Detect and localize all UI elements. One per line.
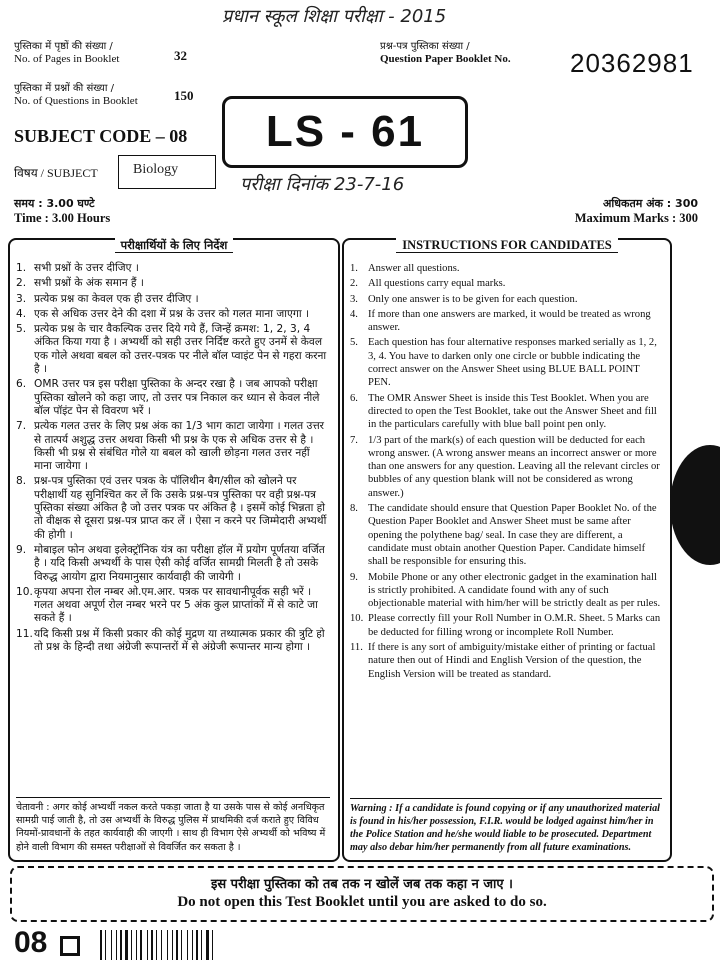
- hindi-item: [16, 378, 330, 418]
- english-instructions-panel: [342, 238, 672, 862]
- hindi-item: [16, 323, 330, 376]
- questions-label-english: No. of Questions in Booklet: [14, 95, 138, 107]
- questions-label-hindi: पुस्तिका में प्रश्नों की संख्या /: [14, 83, 114, 94]
- english-item-text: Only one answer is to be given for each question.: [368, 293, 578, 305]
- english-instructions-list: [350, 262, 662, 683]
- booklet-label-english: Question Paper Booklet No.: [380, 53, 511, 65]
- barcode-bar: [140, 930, 142, 960]
- hindi-item: [16, 475, 330, 541]
- english-item-text: Answer all questions.: [368, 263, 460, 274]
- hindi-item: [16, 544, 330, 584]
- hindi-item-number: 1.: [16, 262, 27, 274]
- hindi-item: [16, 293, 330, 306]
- english-item-text: 1/3 part of the mark(s) of each question will be deducted for each wrong answer. (A wrong answer means an incorrect answer or more than one answers for any question. Leaving all the relevant circles or bubbles of any question blank will not be considered as wrong answer.): [368, 434, 660, 499]
- english-item: [350, 277, 662, 290]
- english-item: [350, 571, 662, 611]
- barcode-bar: [100, 930, 102, 960]
- pages-value: 32: [174, 48, 187, 63]
- time-block: [14, 196, 110, 226]
- hindi-item-text: कृपया अपना रोल नम्बर ओ.एम.आर. पत्रक पर सावधानीपूर्वक सही भरें । गलत अथवा अपूर्ण रोल नम्बर भरने पर 5 अंक कुल प्राप्तांकों में से काटे जा सकते हैं ।: [34, 585, 318, 625]
- hindi-item-number: 6.: [16, 378, 27, 391]
- hindi-item-number: 8.: [16, 475, 27, 488]
- barcode-bar: [111, 930, 112, 960]
- pages-label: [14, 40, 119, 66]
- barcode-bar: [156, 930, 157, 960]
- hindi-item-text: सभी प्रश्नों के अंक समान हैं ।: [34, 277, 144, 290]
- hindi-item-text: यदि किसी प्रश्न में किसी प्रकार की कोई मुद्रण या तथ्यात्मक प्रकार की त्रुटि हो तो प्रश्न के हिन्दी तथा अंग्रेजी रूपान्तरों में से अंग्रेजी रूपान्तर मान्य होगा ।: [34, 627, 325, 654]
- questions-label: [14, 82, 138, 108]
- english-item: [350, 392, 662, 432]
- english-item: [350, 641, 662, 681]
- paper-code-box: LS - 61: [222, 96, 468, 168]
- time-hindi: समय : 3.00 घण्टे: [14, 197, 95, 210]
- english-item-text: If more than one answers are marked, it would be treated as wrong answer.: [368, 308, 651, 334]
- barcode-bar: [105, 930, 106, 960]
- page-edge-tab: [670, 445, 720, 565]
- square-mark: [60, 936, 80, 956]
- barcode-bar: [176, 930, 178, 960]
- barcode: [100, 930, 250, 960]
- english-item-number: 8.: [350, 503, 358, 515]
- subject-code: SUBJECT CODE – 08: [14, 126, 188, 146]
- hindi-item-number: 7.: [16, 420, 27, 433]
- subject-box: [118, 155, 216, 189]
- english-panel-title: INSTRUCTIONS FOR CANDIDATES: [396, 238, 618, 253]
- english-item-number: 4.: [350, 308, 358, 320]
- footer-hindi: इस परीक्षा पुस्तिका को तब तक न खोलें जब तक कहा न जाए ।: [210, 877, 513, 892]
- english-item-text: The candidate should ensure that Question Paper Booklet No. of the Question Paper Booklet and Answer Sheet must be same after opening the polythene bag/ seal. In case they are different, a candidate must obtain another Question Paper. Candidate himself shall be responsible for ensuring this.: [368, 503, 657, 568]
- pages-label-hindi: पुस्तिका में पृष्ठों की संख्या /: [14, 41, 113, 52]
- subject-value: Biology: [133, 162, 179, 177]
- english-item-number: 6.: [350, 392, 358, 404]
- english-item: [350, 612, 662, 639]
- pages-label-english: No. of Pages in Booklet: [14, 53, 120, 65]
- questions-value: 150: [174, 88, 194, 103]
- barcode-bar: [116, 930, 117, 960]
- handwritten-date: परीक्षा दिनांक 23-7-16: [240, 174, 405, 195]
- english-item-number: 3.: [350, 293, 358, 305]
- hindi-item-text: प्रत्येक प्रश्न का केवल एक ही उत्तर दीजिए ।: [34, 292, 199, 305]
- hindi-item: [16, 420, 330, 473]
- footer-code: 08: [14, 926, 48, 959]
- hindi-item-text: प्रत्येक गलत उत्तर के लिए प्रश्न अंक का 1/3 भाग काटा जायेगा । गलत उत्तर से तात्पर्य अशुद्ध उत्तर अथवा किसी भी प्रश्न के एक से अधिक उत्तर से है । किसी भी प्रश्न से संबंधित गोले या बबल को खाली छोड़ना गलत उत्तर नहीं माना जायेगा ।: [34, 420, 324, 473]
- english-item: [350, 434, 662, 500]
- english-item-text: Please correctly fill your Roll Number in O.M.R. Sheet. 5 Marks can be deducted for filling wrong or incomplete Roll Number.: [368, 613, 661, 638]
- hindi-item: [16, 262, 330, 275]
- barcode-bar: [196, 930, 198, 960]
- english-item: [350, 308, 662, 335]
- english-item-text: The OMR Answer Sheet is inside this Test Booklet. When you are directed to open the Test Booklet, take out the Answer Sheet and fill in the particulars carefully with blue ball point pen only.: [368, 392, 657, 431]
- hindi-instructions-list: [16, 262, 330, 656]
- english-item-number: 5.: [350, 337, 358, 349]
- hindi-warning: चेतावनी : अगर कोई अभ्यर्थी नकल करते पकड़ा जाता है या उसके पास से कोई अनधिकृत सामग्री पाई जाती है, तो उस अभ्यर्थी के विरुद्ध पुलिस में प्राथमिकी दर्ज कराते हुए विविध नियमों-प्रावधानों के तहत कार्यवाही की जाएगी । साथ ही विभाग ऐसे अभ्यर्थी को भविष्य में होने वाली विभाग की समस्त परीक्षाओं से विवर्जित कर सकता है ।: [16, 797, 330, 854]
- booklet-label-hindi: प्रश्न-पत्र पुस्तिका संख्या /: [380, 41, 470, 52]
- hindi-item-number: 4.: [16, 307, 27, 320]
- booklet-label: [380, 40, 511, 66]
- english-warning: Warning : If a candidate is found copying or if any unauthorized material is found in his/her possession, F.I.R. would be lodged against him/her in the Police Station and he/she would liable to be prosecuted. Department may also debar him/her permanently from all future examinations.: [350, 798, 662, 854]
- subject-label: विषय / SUBJECT: [14, 166, 98, 180]
- hindi-instructions-panel: [8, 238, 340, 862]
- hindi-item: [16, 628, 330, 655]
- barcode-bar: [192, 930, 193, 960]
- hindi-item: [16, 586, 330, 626]
- hindi-item-number: 11.: [16, 627, 33, 640]
- english-item: [350, 293, 662, 306]
- hindi-item-number: 5.: [16, 323, 27, 336]
- barcode-bar: [172, 930, 173, 960]
- barcode-bar: [181, 930, 182, 960]
- english-item-text: If there is any sort of ambiguity/mistake either of printing or factual nature then out of Hindi and English Version of the question, the English Version will be treated as standard.: [368, 642, 656, 680]
- barcode-bar: [206, 930, 209, 960]
- english-item: [350, 502, 662, 568]
- hindi-item: [16, 308, 330, 321]
- hindi-item-text: प्रत्येक प्रश्न के चार वैकल्पिक उत्तर दिये गये हैं, जिन्हें क्रमश: 1, 2, 3, 4 अंकित किया गया है । अभ्यर्थी को सही उत्तर निर्दिष्ट करते हुए उनमें से केवल एक गोले अथवा बबल को उत्तर-पत्रक पर नीले बॉल प्वाइंट पेन से गहरा करना है ।: [34, 323, 327, 376]
- barcode-bar: [212, 930, 213, 960]
- hindi-item-number: 9.: [16, 543, 27, 556]
- marks-block: [575, 196, 698, 226]
- english-item-text: Each question has four alternative responses marked serially as 1, 2, 3, 4. You have to darken only one circle or bubble indicating the correct answer on the Answer Sheet using BLUE BALL POINT PEN.: [368, 337, 657, 389]
- english-item-number: 10.: [350, 613, 364, 625]
- barcode-bar: [125, 930, 128, 960]
- english-item: [350, 336, 662, 389]
- barcode-bar: [167, 930, 168, 960]
- barcode-bar: [120, 930, 122, 960]
- booklet-number: 20362981: [570, 48, 694, 78]
- english-item-text: All questions carry equal marks.: [368, 278, 506, 290]
- hindi-item-text: सभी प्रश्नों के उत्तर दीजिए ।: [34, 262, 139, 274]
- hindi-item-text: मोबाइल फोन अथवा इलेक्ट्रॉनिक यंत्र का परीक्षा हॉल में प्रयोग पूर्णतया वर्जित है । यदि किसी अभ्यर्थी के पास ऐसी कोई वर्जित सामग्री मिलती है तो उसके विरुद्ध आयोग द्वारा नियमानुसार कार्यवाही की जायेगी ।: [34, 543, 325, 583]
- marks-hindi: अधिकतम अंक : 300: [602, 197, 698, 210]
- footer-box: [10, 866, 714, 922]
- english-item-number: 7.: [350, 434, 358, 446]
- handwritten-title: प्रधान स्कूल शिक्षा परीक्षा - 2015: [222, 6, 447, 27]
- english-item-number: 9.: [350, 571, 358, 583]
- english-item-number: 2.: [350, 278, 358, 290]
- hindi-item-text: एक से अधिक उत्तर देने की दशा में प्रश्न के उत्तर को गलत माना जाएगा ।: [34, 307, 309, 320]
- marks-english: Maximum Marks : 300: [574, 211, 698, 225]
- hindi-panel-title: परीक्षार्थियों के लिए निर्देश: [115, 238, 234, 253]
- english-item-number: 1.: [350, 263, 358, 274]
- barcode-bar: [187, 930, 188, 960]
- time-english: Time : 3.00 Hours: [14, 211, 111, 225]
- barcode-bar: [147, 930, 148, 960]
- hindi-item-text: प्रश्न-पत्र पुस्तिका एवं उत्तर पत्रक के पॉलिथीन बैग/सील को खोलने पर परीक्षार्थी यह सुनिश्चित कर लें कि उसके प्रश्न-पत्र पुस्तिका पर वही प्रश्न-पत्र पुस्तिका संख्या अंकित है जो उत्तर पत्रक पर अंकित है । इसमें कोई भिन्नता हो तो वीक्षक से दूसरा प्रश्न-पत्र प्राप्त कर लें । ऐसा न करने पर जिम्मेदारी अभ्यर्थी की होगी ।: [34, 475, 327, 541]
- english-item: [350, 262, 662, 275]
- english-item-number: 11.: [350, 642, 363, 654]
- hindi-item-number: 2.: [16, 277, 27, 290]
- barcode-bar: [161, 930, 162, 960]
- hindi-item-number: 3.: [16, 292, 27, 305]
- hindi-item: [16, 277, 330, 290]
- barcode-bar: [136, 930, 137, 960]
- hindi-item-text: OMR उत्तर पत्र इस परीक्षा पुस्तिका के अन्दर रखा है । जब आपको परीक्षा पुस्तिका खोलने को कहा जाए, तो उत्तर पत्र निकाल कर ध्यान से केवल नीले बॉल पॉइंट पेन से विवरण भरें ।: [34, 378, 320, 417]
- hindi-item-number: 10.: [16, 585, 33, 598]
- footer-english: Do not open this Test Booklet until you are asked to do so.: [177, 894, 547, 910]
- barcode-bar: [131, 930, 132, 960]
- english-item-text: Mobile Phone or any other electronic gadget in the examination hall is strictly prohibited. A candidate found with any of such objectionable material with him/her will be strictly dealt as per rules.: [368, 571, 661, 610]
- barcode-bar: [201, 930, 202, 960]
- barcode-bar: [151, 930, 153, 960]
